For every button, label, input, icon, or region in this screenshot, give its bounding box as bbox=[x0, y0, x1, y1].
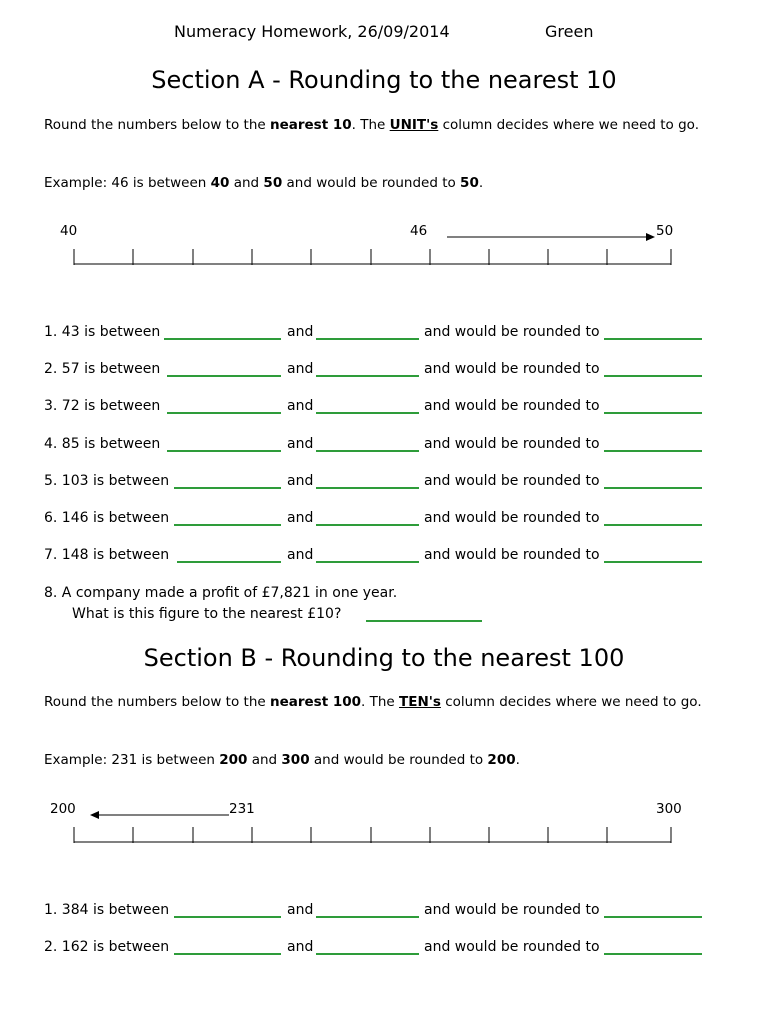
question-b2-prefix: 2. 162 is between bbox=[44, 939, 170, 955]
question-a2-prefix: 2. 57 is between bbox=[44, 361, 161, 377]
question-a3-suffix: and would be rounded to bbox=[424, 398, 600, 414]
instruction-underlined: UNIT's bbox=[389, 117, 439, 133]
question-a5-and: and bbox=[287, 473, 314, 489]
example-low: 200 bbox=[219, 752, 248, 768]
question-a1-suffix: and would be rounded to bbox=[424, 324, 600, 340]
number-line-a-left-label: 40 bbox=[60, 223, 78, 239]
question-a7-and: and bbox=[287, 547, 314, 563]
question-a5-suffix: and would be rounded to bbox=[424, 473, 600, 489]
number-line-b-mid-label: 231 bbox=[229, 801, 255, 817]
question-a4-prefix: 4. 85 is between bbox=[44, 436, 161, 452]
number-line-a-mid-label: 46 bbox=[410, 223, 428, 239]
question-b1-and: and bbox=[287, 902, 314, 918]
example-text: and bbox=[229, 175, 264, 191]
example-result: 200 bbox=[487, 752, 516, 768]
instruction-text: . The bbox=[361, 694, 400, 710]
example-text: and would be rounded to bbox=[309, 752, 488, 768]
question-a8-line2: What is this figure to the nearest £10? bbox=[72, 606, 342, 622]
example-text: 231 is between bbox=[111, 752, 220, 768]
number-line-b-left-label: 200 bbox=[50, 801, 76, 817]
instruction-underlined: TEN's bbox=[399, 694, 441, 710]
example-text: . bbox=[478, 175, 484, 191]
instruction-text: . The bbox=[351, 117, 390, 133]
question-a1-and: and bbox=[287, 324, 314, 340]
example-text: and bbox=[247, 752, 282, 768]
example-text: 46 is between bbox=[111, 175, 211, 191]
example-result: 50 bbox=[460, 175, 479, 191]
question-a3-and: and bbox=[287, 398, 314, 414]
instruction-bold: nearest 100 bbox=[269, 694, 362, 710]
question-b2-and: and bbox=[287, 939, 314, 955]
question-a1-prefix: 1. 43 is between bbox=[44, 324, 161, 340]
question-a2-suffix: and would be rounded to bbox=[424, 361, 600, 377]
homework-title: Numeracy Homework, 26/09/2014 bbox=[174, 22, 450, 41]
question-a4-and: and bbox=[287, 436, 314, 452]
example-high: 50 bbox=[263, 175, 283, 191]
question-a4-suffix: and would be rounded to bbox=[424, 436, 600, 452]
example-low: 40 bbox=[210, 175, 230, 191]
question-a2-and: and bbox=[287, 361, 314, 377]
question-a6-suffix: and would be rounded to bbox=[424, 510, 600, 526]
section-b-title: Section B - Rounding to the nearest 100 bbox=[143, 644, 625, 672]
example-high: 300 bbox=[281, 752, 310, 768]
instruction-bold: nearest 10 bbox=[269, 117, 352, 133]
question-a3-prefix: 3. 72 is between bbox=[44, 398, 161, 414]
question-b2-suffix: and would be rounded to bbox=[424, 939, 600, 955]
number-line-b-right-label: 300 bbox=[656, 801, 682, 817]
question-a7-prefix: 7. 148 is between bbox=[44, 547, 170, 563]
number-line-a-right-label: 50 bbox=[656, 223, 674, 239]
question-a6-and: and bbox=[287, 510, 314, 526]
question-b2-blank-high[interactable] bbox=[316, 953, 419, 955]
arrow-head-icon bbox=[90, 811, 99, 819]
example-prefix: Example: bbox=[44, 175, 112, 191]
group-label: Green bbox=[545, 22, 594, 41]
example-text: and would be rounded to bbox=[282, 175, 461, 191]
question-b1-blank-answer[interactable] bbox=[604, 916, 702, 918]
section-a-title: Section A - Rounding to the nearest 10 bbox=[151, 66, 617, 94]
question-a5-prefix: 5. 103 is between bbox=[44, 473, 170, 489]
question-b1-blank-high[interactable] bbox=[316, 916, 419, 918]
question-b2-blank-answer[interactable] bbox=[604, 953, 702, 955]
instruction-text: column decides where we need to go. bbox=[440, 694, 702, 710]
question-a8-line1: 8. A company made a profit of £7,821 in one year. bbox=[44, 585, 398, 601]
example-prefix: Example: bbox=[44, 752, 112, 768]
question-b1-prefix: 1. 384 is between bbox=[44, 902, 170, 918]
question-a6-prefix: 6. 146 is between bbox=[44, 510, 170, 526]
question-b2-blank-low[interactable] bbox=[174, 953, 281, 955]
question-b1-blank-low[interactable] bbox=[174, 916, 281, 918]
question-a7-suffix: and would be rounded to bbox=[424, 547, 600, 563]
example-text: . bbox=[515, 752, 520, 768]
question-b1-suffix: and would be rounded to bbox=[424, 902, 600, 918]
instruction-text: Round the numbers below to the bbox=[44, 694, 270, 710]
instruction-text: column decides where we need to go. bbox=[438, 117, 699, 133]
instruction-text: Round the numbers below to the bbox=[44, 117, 270, 133]
